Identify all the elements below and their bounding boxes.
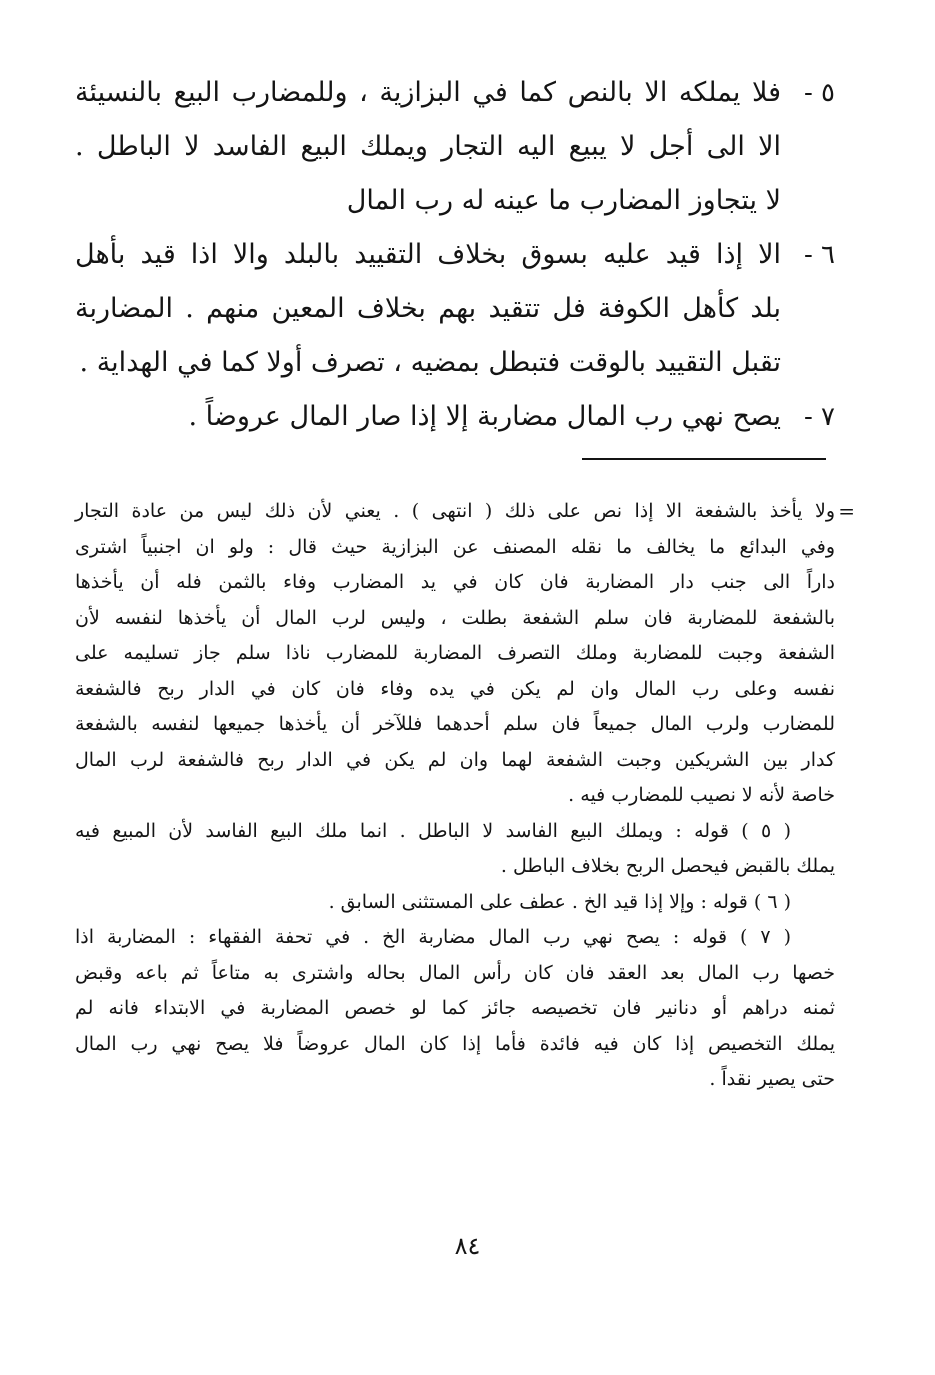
list-item: [75, 390, 835, 444]
footnotes: [75, 494, 835, 1098]
footnote-line: للمضارب ولرب المال جميعاً فان سلم أحدهما فللآخر أن يأخذها جميعها لنفسه بالشفعة: [75, 713, 835, 735]
footnote-line: الشفعة وجبت للمضاربة وملك التصرف المضاربة للمضارب ناذا سلم جاز تسليمه على: [75, 642, 835, 664]
footnote-paragraph: [75, 885, 835, 921]
item-number: ٥ -: [803, 78, 835, 108]
footnote-line: ( ٥ ) قوله : ويملك البيع الفاسد لا الباطل . انما ملك البيع الفاسد لأن المبيع فيه: [75, 819, 791, 842]
footnote-line: نفسه وعلى رب المال وان لم يكن في يده وفاء فان كان في الدار ربح فالشفعة: [75, 677, 835, 700]
footnote-line: ( ٦ ) قوله : وإلا إذا قيد الخ . عطف على المستثنى السابق .: [328, 890, 791, 913]
list-item: [75, 228, 835, 390]
footnote-paragraph: [75, 814, 835, 885]
footnote-line: خصها رب المال بعد العقد فان كان رأس المال بحاله واشترى به متاعاً ثم باعه وقبض: [75, 961, 835, 984]
item-text: [75, 228, 781, 390]
page-number: ٨٤: [454, 1232, 481, 1260]
text-line: الا إذا قيد عليه بسوق بخلاف التقييد بالبلد والا اذا قيد بأهل: [75, 239, 781, 270]
footnote-line: بالشفعة للمضاربة فان سلم الشفعة بطلت ، وليس لرب المال أن يأخذها لنفسه لأن: [75, 606, 835, 629]
item-number: ٦ -: [803, 240, 835, 270]
text-line: تقبل التقييد بالوقت فتبطل بمضيه ، تصرف أولا كما في الهداية .: [79, 347, 781, 378]
list-item: [75, 66, 835, 228]
footnote-separator: [582, 458, 826, 460]
footnote-line: كدار بين الشريكين وجبت الشفعة لهما وان لم يكن في الدار ربح فالشفعة لرب المال: [75, 748, 835, 771]
footnote-line: ثمنه دراهم أو دنانير فان تخصيصه جائز كما لو خصص المضاربة في الابتداء فانه لم: [75, 997, 835, 1019]
footnote-line: يملك بالقبض فيحصل الربح بخلاف الباطل .: [500, 855, 835, 877]
footnote-line: ولا يأخذ بالشفعة الا إذا نص على ذلك ( انتهى ) . يعني لأن ذلك ليس من عادة التجار: [75, 500, 835, 522]
footnote-line: خاصة لأنه لا نصيب للمضارب فيه .: [568, 784, 835, 806]
item-text: [75, 66, 781, 228]
text-line: الا الى أجل لا يبيع اليه التجار ويملك البيع الفاسد لا الباطل .: [75, 131, 781, 162]
footnote-line: حتى يصير نقداً .: [709, 1068, 835, 1090]
footnote-line: داراً الى جنب دار المضاربة فان كان في يد المضارب وفاء بالثمن فله أن يأخذها: [75, 571, 835, 593]
main-text: [75, 66, 835, 444]
text-line: بلد كأهل الكوفة فل تتقيد بهم بخلاف المعين منهم . المضاربة: [75, 293, 781, 324]
footnote-paragraph: [75, 920, 835, 1098]
item-text: [75, 390, 781, 444]
text-line: يصح نهي رب المال مضاربة إلا إذا صار المال عروضاً .: [188, 401, 781, 432]
footnote-paragraph: [75, 494, 835, 814]
footnote-line: يملك التخصيص إذا كان فيه فائدة فأما إذا كان المال عروضاً فلا يصح نهي رب المال: [75, 1032, 835, 1055]
footnote-line: ( ٧ ) قوله : يصح نهي رب المال مضاربة الخ . في تحفة الفقهاء : المضاربة اذا: [75, 926, 792, 948]
continuation-mark: =: [838, 499, 855, 523]
item-number: ٧ -: [803, 402, 835, 432]
text-line: فلا يملكه الا بالنص كما في البزازية ، وللمضارب البيع بالنسيئة: [75, 77, 781, 108]
footnote-line: وفي البدائع ما يخالف ما نقله المصنف عن البزازية حيث قال : ولو ان اجنبياً اشترى: [75, 535, 835, 558]
text-line: لا يتجاوز المضارب ما عينه له رب المال: [346, 185, 781, 216]
